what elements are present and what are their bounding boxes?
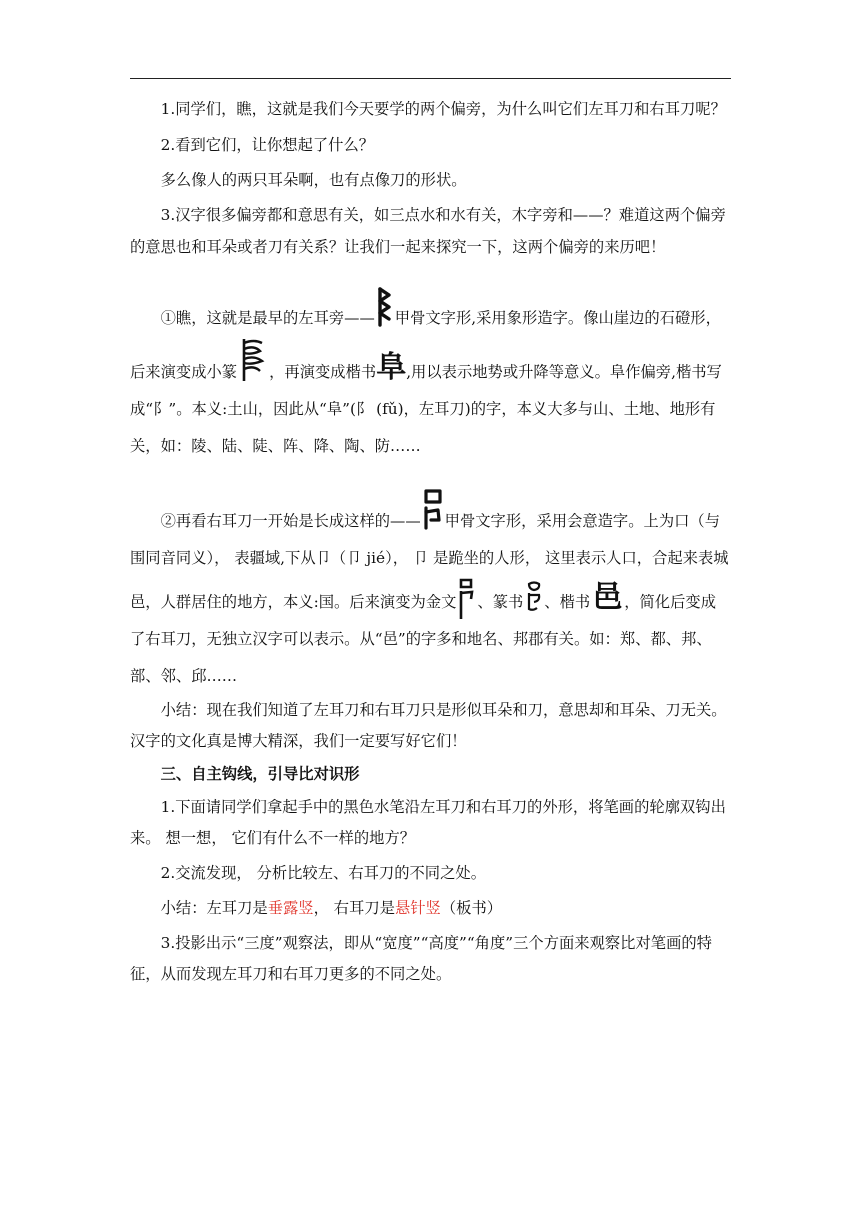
bronze-script-right-ear-glyph <box>458 577 476 621</box>
paragraph-1: 1.同学们，瞧，这就是我们今天要学的两个偏旁，为什么叫它们左耳刀和右耳刀呢？ <box>160 100 726 118</box>
right-ear-text-2: 甲骨文字形，采用会意造字。上为口（与围同音同义）， 表疆域,下从卩（卩 jié）， 卩 是跪坐的人形， 这里表示人口，合起来表城邑，人群居住的地方，本义:国。后来演变为金文 <box>130 512 729 611</box>
step-1: 1.下面请同学们拿起手中的黑色水笔沿左耳刀和右耳刀的外形，将笔画的轮廓双钩出来。 想一想， 它们有什么不一样的地方？ <box>130 798 726 847</box>
paragraph-2: 2.看到它们，让你想起了什么？ <box>160 136 375 154</box>
right-ear-text-3: 、篆书 <box>477 593 524 611</box>
step-2: 2.交流发现， 分析比较左、右耳刀的不同之处。 <box>160 864 486 882</box>
seal-script-left-ear-glyph <box>240 337 266 383</box>
summary-1: 小结：现在我们知道了左耳刀和右耳刀只是形似耳朵和刀，意思却和耳朵、刀无关。汉字的文化真是博大精深，我们一定要写好它们！ <box>130 701 727 750</box>
paragraph-3: 多么像人的两只耳朵啊，也有点像刀的形状。 <box>160 171 467 189</box>
paragraph-4: 3.汉字很多偏旁都和意思有关，如三点水和水有关，木字旁和——？难道这两个偏旁的意思也和耳朵或者刀有关系？让我们一起来探究一下，这两个偏旁的来历吧！ <box>130 206 726 256</box>
left-ear-text-1: ①瞧，这就是最早的左耳旁—— <box>160 309 375 327</box>
summary-2-prefix: 小结：左耳刀是 <box>160 899 268 917</box>
right-ear-text-4: 、楷书 <box>544 593 591 611</box>
summary-2 <box>130 893 730 924</box>
right-ear-text-5: ，简化后变成了右耳刀，无独立汉字可以表示。从“邑”的字多和地名、邦郡有关。如：郑、都、邦、部、邻、邱…… <box>130 593 716 685</box>
summary-2-middle: ， 右耳刀是 <box>313 899 395 917</box>
seal-script-right-ear-glyph <box>525 581 543 613</box>
left-ear-text-4: ,用以表示地势或升降等意义。阜作偏旁,楷书写成“阝”。本义:土山，因此从“阜”(阝 (fǔ)，左耳刀)的字，本义大多与山、土地、地形有关，如：陵、陆、陡、阵、降、陶、防…… <box>130 363 722 455</box>
document-body <box>130 94 730 990</box>
step-3: 3.投影出示“三度”观察法，即从“宽度”“高度”“角度”三个方面来观察比对笔画的特征，从而发现左耳刀和右耳刀更多的不同之处。 <box>130 934 712 983</box>
kaishu-right-ear-char: 邑 <box>592 580 623 615</box>
chuilu-stroke-term: 垂露竖 <box>267 899 314 917</box>
header-rule <box>130 78 731 79</box>
right-ear-text-1: ②再看右耳刀一开始是长成这样的—— <box>160 512 421 530</box>
left-ear-text-2: 甲骨文字形,采用象形造字。像山崖边的石磴形，后来演变成小篆 <box>130 309 721 381</box>
kaishu-left-ear-char: 阜 <box>376 350 407 385</box>
summary-2-suffix: （板书） <box>440 899 503 917</box>
oracle-bone-right-ear-glyph <box>421 488 445 532</box>
xuanzhen-stroke-term: 悬针竖 <box>394 899 441 917</box>
oracle-bone-left-ear-glyph <box>375 287 395 327</box>
left-ear-paragraph <box>130 287 730 465</box>
section-heading: 三、自主钩线，引导比对识形 <box>160 765 360 783</box>
right-ear-paragraph <box>130 488 730 695</box>
left-ear-text-3: ，再演变成楷书 <box>269 363 377 381</box>
